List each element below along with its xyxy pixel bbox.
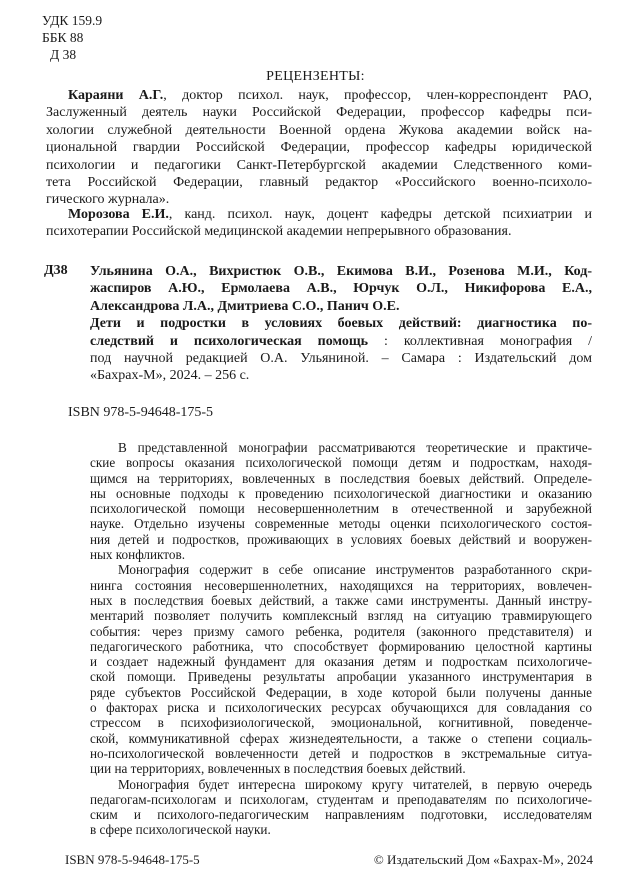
isbn: ISBN 978-5-94648-175-5 [68, 405, 214, 420]
abstract-line: ных в последствия боевых действий, а также сами инструменты. Данный инстру- [90, 592, 592, 608]
abstract-line: о факторах риска и психологических ресурсах обучающихся для совладания со [90, 700, 592, 716]
abstract-line: события: через призму самого ребенка, родителя (законного представителя) и [90, 623, 592, 639]
abstract-line: ны основные подходы к проведению психологической диагностики и оказанию [90, 485, 592, 501]
bib-imprint-line: под научной редакцией О.А. Ульяниной. – Самара : Издательский дом [90, 351, 592, 367]
abstract-line: ской помощи. Приведены результаты апробации указанного инструментария в [90, 669, 592, 685]
abstract-line: ния детей и подростков, проживающих в условиях боевых действий и вооружен- [90, 531, 592, 547]
abstract-line: стрессом в психофизиологической, эмоциональной, когнитивной, поведенче- [90, 715, 592, 731]
reviewer-2 [46, 206, 592, 241]
reviewer-1-line: гического журнала». [46, 192, 170, 208]
abstract-line: нинга состояния несовершеннолетних, находящихся на территориях, вовлечен- [90, 577, 592, 593]
abstract-line: но-психологической вовлеченности детей и подростков в экстремальные ситуа- [90, 745, 592, 761]
reviewers-title: РЕЦЕНЗЕНТЫ: [266, 69, 365, 84]
abstract-line: щимся на территориях, вовлеченных в последствия боевых действий. Определе- [90, 470, 592, 486]
reviewer-2-line: психотерапии Российской медицинской академии непрерывного образования. [46, 224, 512, 240]
abstract-line: Монография будет интересна широкому кругу читателей, в первую очередь [118, 776, 592, 792]
abstract-line: Монография содержит в себе описание инструментов разработанного скри- [118, 562, 592, 578]
abstract-line: психологической помощи несовершеннолетним в отечественной и зарубежной [90, 501, 592, 517]
reviewer-1-line: Заслуженный деятель науки Российской Федерации, профессор кафедры пси- [46, 105, 592, 121]
abstract-line: ряде субъектов Российской Федерации, в ходе которой были получены данные [90, 684, 592, 700]
abstract-line: и создает надежный фундамент для оказания детям и подросткам психологиче- [90, 654, 592, 670]
abstract-line: ские вопросы оказания психологической помощи детям и подросткам, находя- [90, 455, 592, 471]
reviewer-1-line: хологии служебной деятельности Военной ордена Жукова академии войск на- [46, 122, 592, 138]
bib-imprint-line: «Бахрах-М», 2024. – 256 с. [90, 368, 250, 384]
reviewer-1 [46, 87, 592, 209]
reviewer-1-line: психологии и педагогики Санкт-Петербургской академии Следственного коми- [46, 157, 592, 173]
bibliographic-record [90, 263, 592, 385]
bib-title-line: Дети и подростки в условиях боевых действий: диагностика по- [90, 316, 592, 332]
bib-authors-line: Александрова Л.А., Дмитриева С.О., Панич О.Е. [90, 298, 400, 314]
classification-codes [42, 12, 102, 63]
abstract-line: в сфере психологической науки. [90, 822, 271, 838]
reviewer-1-line: циональной гвардии Российской Федерации, профессор кафедры юридической [46, 140, 592, 156]
abstract-line: педагогам-психологам и психологам, студентам и преподавателям по психологиче- [90, 791, 592, 807]
reviewer-1-line: Караяни А.Г., доктор психол. наук, профессор, член-корреспондент РАО, [68, 88, 592, 103]
abstract-line: В представленной монографии рассматриваются теоретические и практиче- [118, 440, 592, 455]
abstract-line: ским и психолого-педагогическим направлениям подготовки, исследователям [90, 807, 592, 823]
abstract-line: ментарий позволяет получить комплексный взгляд на ситуацию травмирующего [90, 608, 592, 624]
reviewer-2-name: Морозова Е.И. [68, 207, 169, 222]
abstract-line: педагогического работника, что способствует формированию целостной картины [90, 638, 592, 654]
reviewer-1-name: Караяни А.Г. [68, 88, 164, 103]
bib-authors-line: жаспиров А.Ю., Ермолаева А.В., Юрчук О.Л., Никифорова Е.А., [90, 281, 592, 297]
footer-isbn: ISBN 978-5-94648-175-5 [65, 852, 200, 867]
author-mark: Д 38 [50, 47, 77, 62]
bbk-code: ББК 88 [42, 30, 84, 45]
abstract-line: ции на территориях, вовлеченных в последствия боевых действий. [90, 761, 466, 777]
footer-copyright: © Издательский Дом «Бахрах-М», 2024 [373, 852, 593, 867]
bib-code: Д38 [44, 263, 68, 278]
abstract-line: науке. Отдельно изучены современные методы оценки психологического состоя- [90, 516, 592, 532]
bib-authors-line: Ульянина О.А., Вихристюк О.В., Екимова В.И., Розенова М.И., Код- [90, 264, 592, 279]
udk-code: УДК 159.9 [42, 13, 103, 28]
abstract-line: ных конфликтов. [90, 547, 185, 563]
abstract-line: ской, коммуникативной сферах жизнедеятельности, а также о степени социаль- [90, 730, 592, 746]
abstract [90, 440, 592, 838]
bib-title-line: следствий и психологическая помощь : коллективная монография / [90, 333, 592, 349]
reviewer-2-line: Морозова Е.И., канд. психол. наук, доцент кафедры детской психиатрии и [68, 207, 592, 222]
reviewer-1-line: тета Российской Федерации, главный редактор «Российского военно-психоло- [46, 175, 592, 191]
